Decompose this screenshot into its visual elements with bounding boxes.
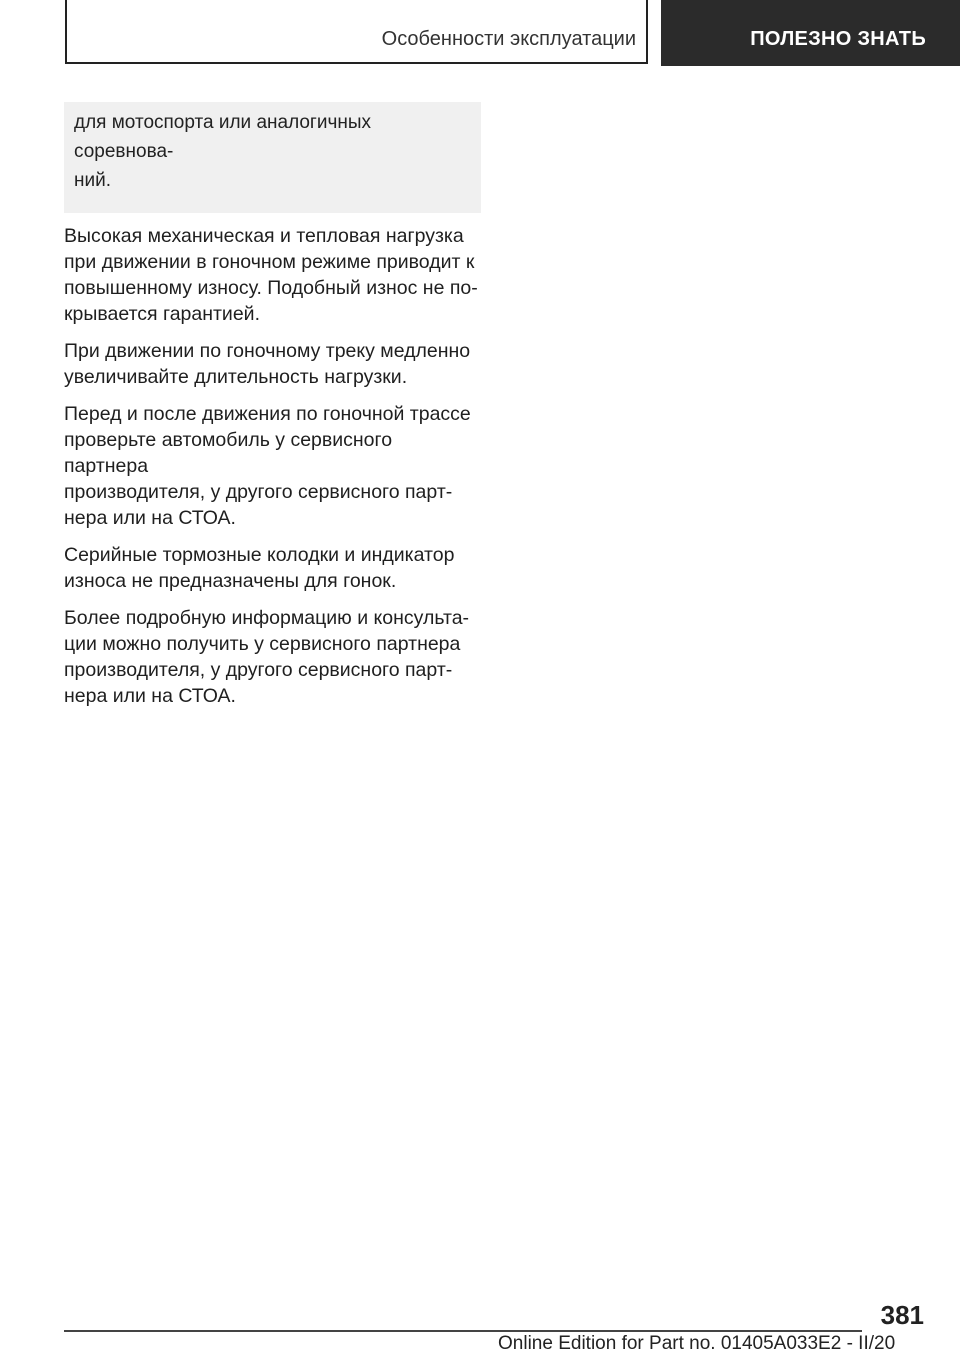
header-section-title: Особенности эксплуатации <box>381 28 636 50</box>
paragraph-line: производителя, у другого сервисного парт- <box>64 481 453 503</box>
paragraph-line: проверьте автомобиль у сервисного партнера <box>64 429 393 477</box>
paragraph-line: нера или на СТОА. <box>64 507 236 529</box>
paragraph-brake-pads <box>64 542 481 594</box>
footer-edition-text: Online Edition for Part no. 01405A033E2 - II/20 <box>498 1333 896 1354</box>
note-line: ний. <box>74 170 111 191</box>
footer-divider <box>64 1330 862 1332</box>
paragraph-line: повышенному износу. Подобный износ не по- <box>64 277 478 299</box>
paragraph-load-duration <box>64 338 481 390</box>
paragraph-line: при движении в гоночном режиме приводит к <box>64 251 475 273</box>
paragraph-line: нера или на СТОА. <box>64 685 236 707</box>
paragraph-line: крывается гарантией. <box>64 303 260 325</box>
paragraph-line: Высокая механическая и тепловая нагрузка <box>64 225 464 247</box>
paragraph-line: Более подробную информацию и консульта- <box>64 607 470 629</box>
paragraph-line: При движении по гоночному треку медленно <box>64 340 471 362</box>
paragraph-more-info <box>64 605 481 709</box>
header-section-box <box>65 0 648 64</box>
page-number: 381 <box>880 1300 924 1330</box>
paragraph-line: Перед и после движения по гоночной трассе <box>64 403 471 425</box>
header-chapter-tab <box>661 0 960 66</box>
paragraph-vehicle-check <box>64 401 481 531</box>
paragraph-racing-wear <box>64 223 481 327</box>
main-content <box>64 102 481 709</box>
header-chapter-title: ПОЛЕЗНО ЗНАТЬ <box>750 28 926 50</box>
paragraph-line: Серийные тормозные колодки и индикатор <box>64 544 455 566</box>
paragraph-line: увеличивайте длительность нагрузки. <box>64 366 408 388</box>
paragraph-line: производителя, у другого сервисного парт- <box>64 659 453 681</box>
note-line: для мотоспорта или аналогичных соревнова- <box>74 112 372 162</box>
paragraph-line: износа не предназначены для гонок. <box>64 570 397 592</box>
paragraph-line: ции можно получить у сервисного партнера <box>64 633 461 655</box>
note-box <box>64 102 481 213</box>
